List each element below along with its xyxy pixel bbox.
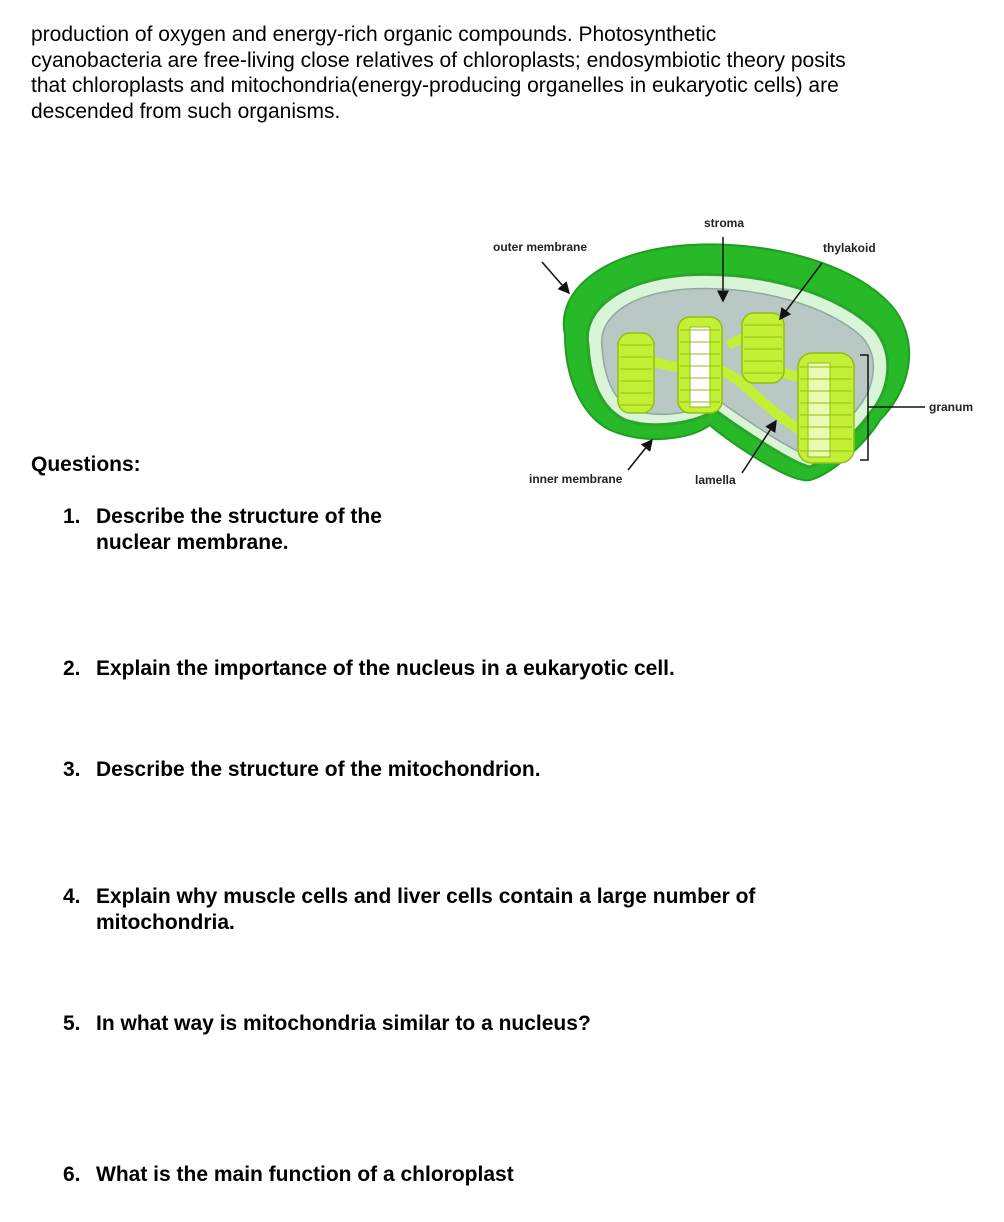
question-number: 4.: [63, 885, 81, 908]
intro-line: cyanobacteria are free-living close relatives of chloroplasts; endosymbiotic theory posits: [31, 48, 846, 72]
intro-paragraph: [31, 22, 911, 124]
granum-stack: [618, 333, 654, 413]
inner-membrane-label: inner membrane: [529, 472, 623, 486]
granum-stack: [742, 313, 784, 383]
questions-heading: Questions:: [31, 453, 141, 476]
question-text: nuclear membrane.: [96, 530, 289, 554]
question-item: [63, 656, 675, 682]
lamella-label: lamella: [695, 473, 736, 487]
question-item: [63, 884, 755, 935]
question-text: Describe the structure of the: [96, 505, 382, 528]
question-text: mitochondria.: [96, 910, 235, 934]
question-number: 2.: [63, 657, 81, 680]
outer-membrane-label: outer membrane: [493, 240, 588, 254]
intro-line: that chloroplasts and mitochondria(energy-producing organelles in eukaryotic cells) are: [31, 74, 839, 97]
question-text: In what way is mitochondria similar to a nucleus?: [96, 1012, 591, 1035]
outer-membrane-arrow: [542, 262, 569, 293]
granum-stack: [798, 353, 854, 463]
question-text: Describe the structure of the mitochondrion.: [96, 758, 541, 781]
question-number: 5.: [63, 1012, 81, 1035]
question-text: Explain why muscle cells and liver cells contain a large number of: [96, 885, 756, 908]
inner-membrane-arrow: [628, 440, 652, 470]
question-number: 3.: [63, 758, 81, 781]
granum-label: granum: [929, 400, 974, 414]
question-number: 6.: [63, 1163, 81, 1186]
question-number: 1.: [63, 505, 81, 528]
intro-line: production of oxygen and energy-rich organic compounds. Photosynthetic: [31, 23, 717, 46]
question-item: [63, 1162, 514, 1188]
question-item: [63, 504, 382, 555]
question-item: [63, 757, 541, 783]
stroma-label: stroma: [704, 216, 745, 230]
question-text: What is the main function of a chloroplast: [96, 1163, 514, 1186]
granum-stack: [678, 317, 722, 413]
chloroplast-diagram: [470, 205, 990, 505]
question-item: [63, 1011, 591, 1037]
question-text: Explain the importance of the nucleus in a eukaryotic cell.: [96, 657, 675, 680]
chloroplast-svg: [470, 205, 990, 505]
thylakoid-label: thylakoid: [823, 241, 876, 255]
intro-line: descended from such organisms.: [31, 99, 341, 123]
